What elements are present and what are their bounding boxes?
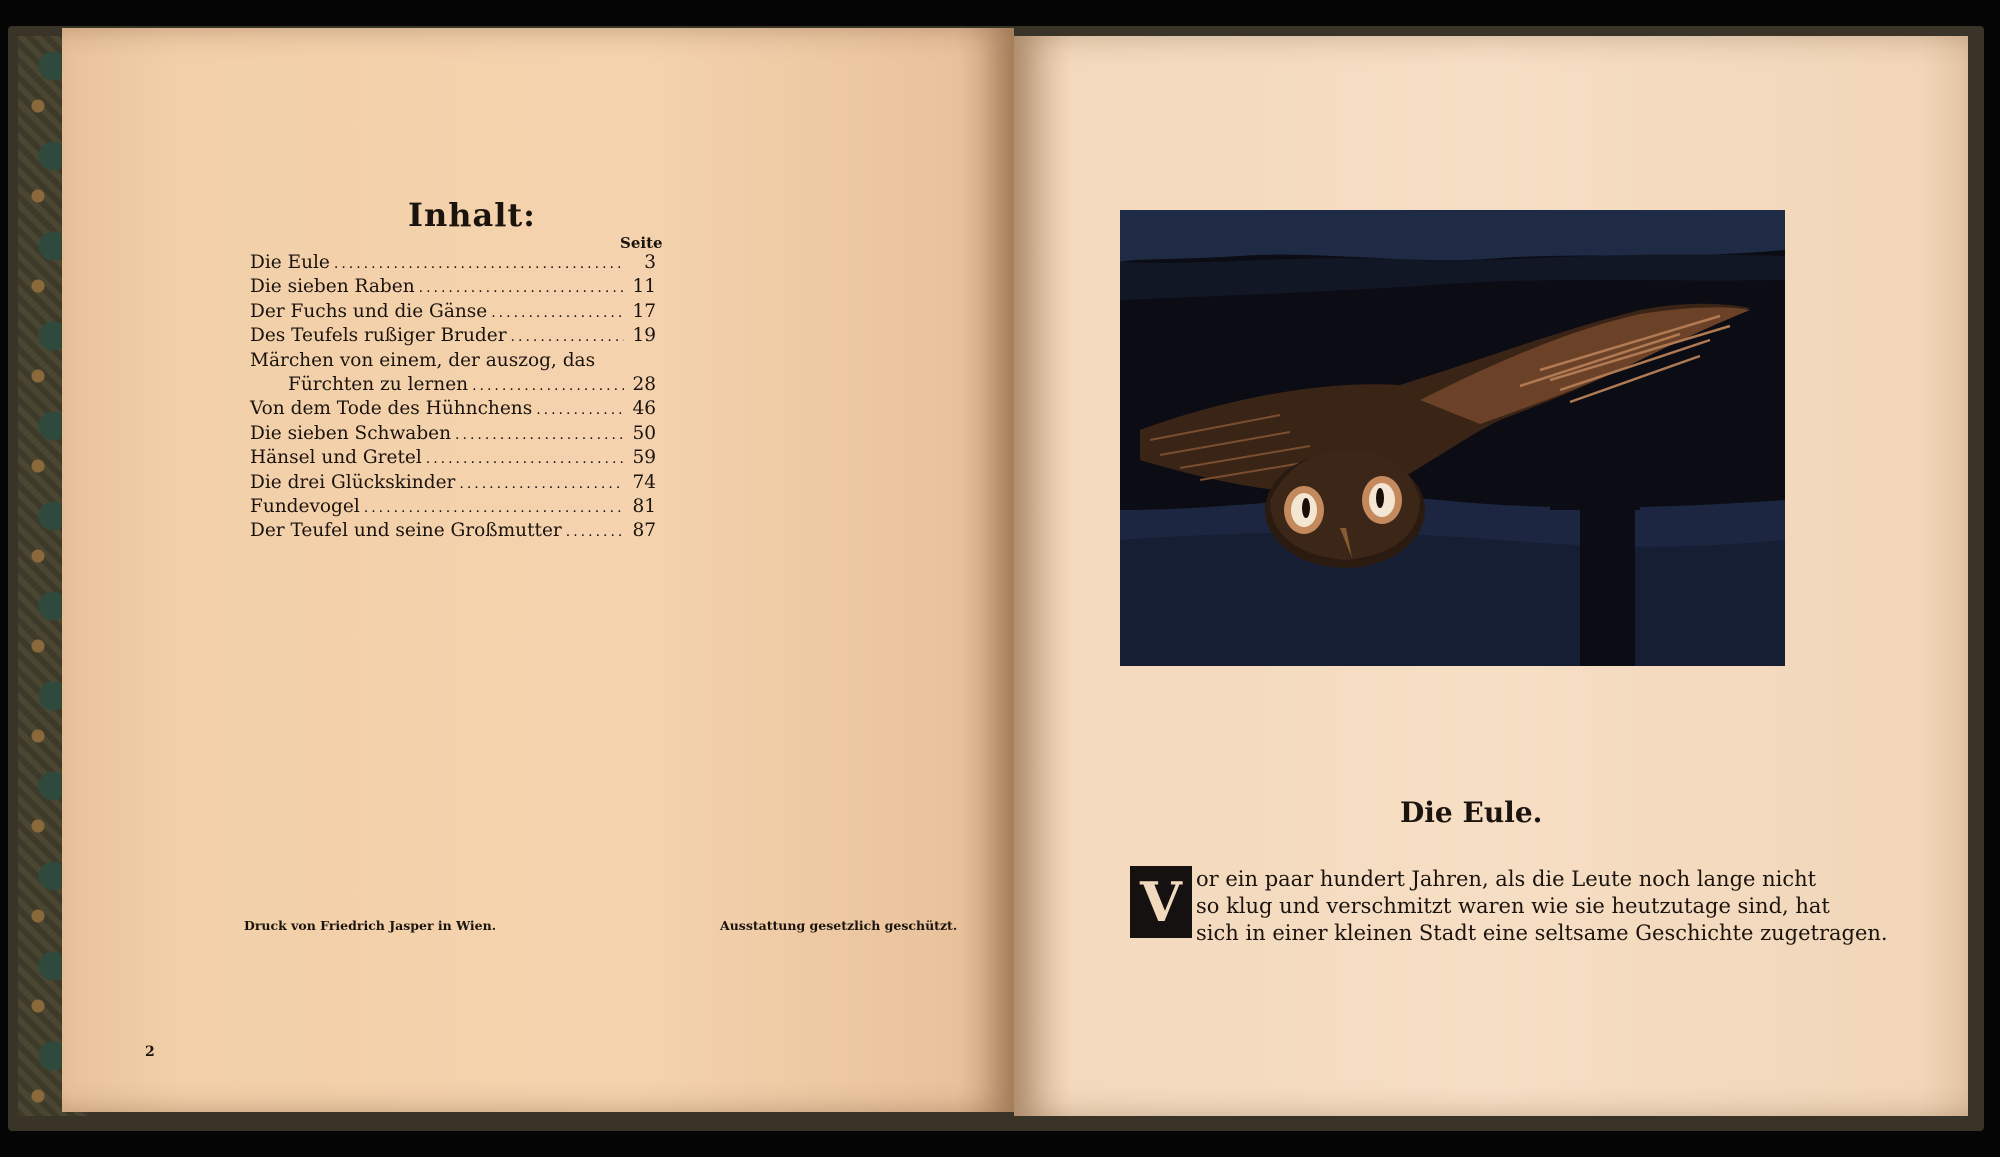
toc-entry — [250, 398, 656, 422]
toc-leader-dots — [364, 500, 624, 516]
toc-entry-page: 3 — [644, 252, 656, 273]
toc-entry-title: Die drei Glückskinder — [250, 471, 456, 493]
toc-leader-dots — [536, 402, 624, 418]
toc-entry-title: Hänsel und Gretel — [250, 447, 422, 469]
toc-entry-page: 28 — [632, 373, 656, 395]
toc-entry-title: Fundevogel — [250, 495, 360, 517]
toc-entry — [250, 325, 656, 349]
toc-entry-title: Des Teufels rußiger Bruder — [250, 325, 507, 347]
toc-entry — [250, 520, 656, 544]
toc-entry-title: Die Eule — [250, 252, 330, 273]
toc-entry-title: Märchen von einem, der auszog, das — [250, 349, 596, 371]
toc-entry — [250, 350, 656, 374]
toc-leader-dots — [472, 378, 624, 394]
left-page — [62, 28, 1014, 1112]
toc-entry — [250, 423, 656, 447]
toc-entry-page: 50 — [632, 422, 656, 444]
story-line: or ein paar hundert Jahren, als die Leute noch lange nicht — [1196, 867, 1817, 891]
toc-leader-dots — [419, 280, 624, 296]
toc-entry-page: 17 — [632, 300, 656, 322]
toc-leader-dots — [491, 305, 624, 321]
toc-entry-title: Der Fuchs und die Gänse — [250, 300, 488, 322]
story-title: Die Eule. — [1400, 796, 1543, 829]
toc-entry — [250, 276, 656, 300]
toc-entry-page: 81 — [632, 495, 656, 517]
copyright-note: Ausstattung gesetzlich geschützt. — [720, 918, 958, 933]
owl-woodcut-image — [1120, 210, 1785, 666]
toc-leader-dots — [426, 451, 624, 467]
toc-entry-page: 87 — [632, 520, 656, 542]
toc-column-header: Seite — [620, 234, 663, 252]
toc-entry — [250, 374, 656, 398]
toc-title: Inhalt: — [408, 196, 536, 234]
toc-leader-dots — [455, 427, 624, 443]
toc-entry — [250, 252, 656, 276]
toc-entry-title: Der Teufel und seine Großmutter — [250, 520, 562, 542]
toc-entry-page: 11 — [632, 276, 656, 298]
story-paragraph — [1196, 866, 1888, 947]
toc-entry — [250, 496, 656, 520]
story-line: sich in einer kleinen Stadt eine seltsame Geschichte zugetragen. — [1196, 921, 1888, 945]
toc-leader-dots — [511, 329, 624, 345]
printer-note: Druck von Friedrich Jasper in Wien. — [244, 918, 497, 933]
toc-leader-dots — [459, 476, 624, 492]
story-line: so klug und verschmitzt waren wie sie heutzutage sind, hat — [1196, 894, 1830, 918]
table-of-contents — [250, 252, 656, 545]
toc-entry — [250, 472, 656, 496]
decorated-initial: V — [1130, 866, 1192, 938]
toc-entry — [250, 301, 656, 325]
toc-entry-title: Die sieben Schwaben — [250, 422, 452, 444]
toc-leader-dots — [334, 256, 624, 272]
toc-entry-page: 46 — [632, 398, 656, 420]
toc-entry-title: Von dem Tode des Hühnchens — [250, 398, 533, 420]
toc-entry-title: Die sieben Raben — [250, 276, 415, 298]
toc-leader-dots — [566, 524, 624, 540]
toc-entry-page: 19 — [632, 325, 656, 347]
toc-entry-page: 59 — [632, 447, 656, 469]
toc-entry-page: 74 — [632, 471, 656, 493]
toc-entry-title: Fürchten zu lernen — [288, 373, 469, 395]
toc-entry — [250, 447, 656, 471]
owl-illustration — [1120, 210, 1785, 666]
page-number: 2 — [145, 1044, 155, 1060]
